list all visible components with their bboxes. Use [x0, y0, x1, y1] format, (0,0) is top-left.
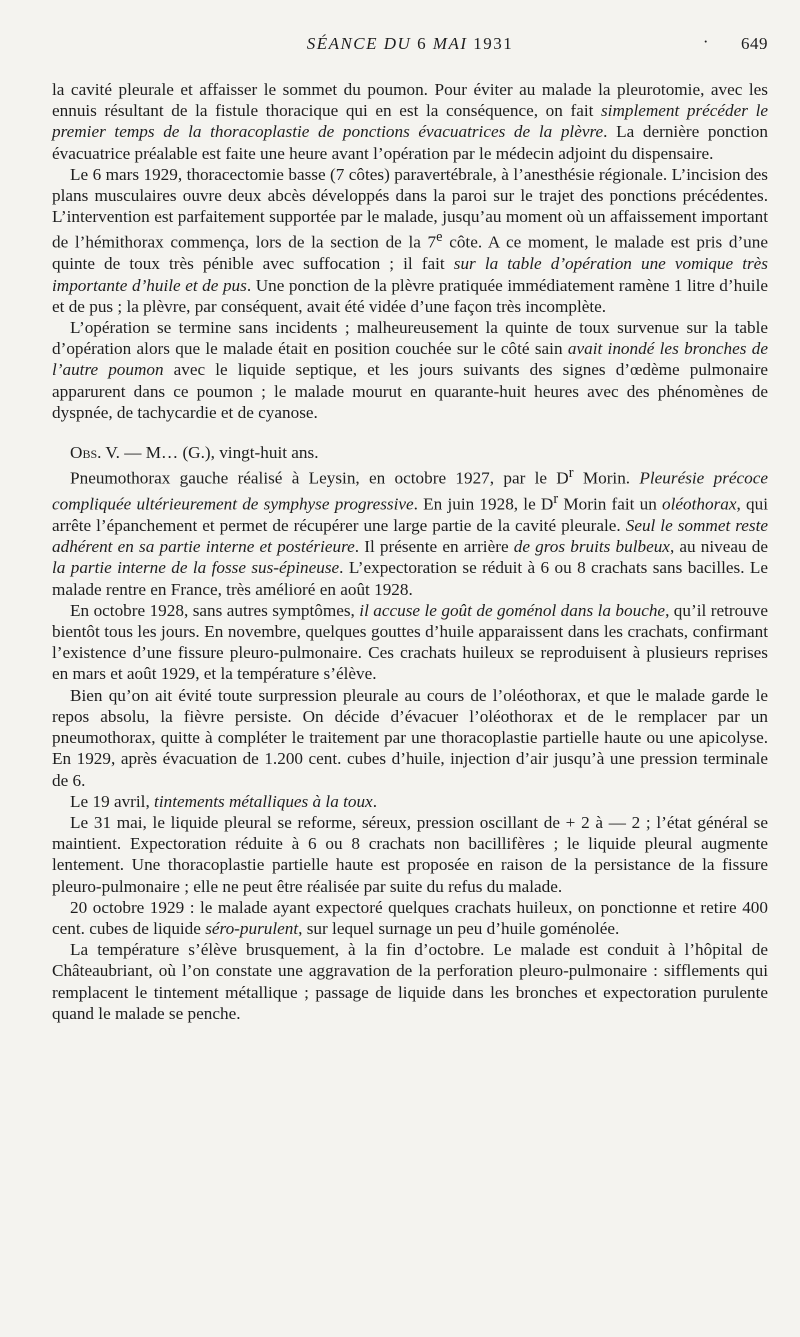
- page-number: 649: [741, 34, 768, 53]
- paragraph-3: L’opération se termine sans incidents ; malheureusement la quinte de toux survenue sur la table d’opération alors que le malade était en position couchée sur le côté sain avait inondé les bronches de l’autre poumon avec le liquide septique, et les jours suivants des signes d’œdème pulmonaire apparurent dans ce poumon ; le malade mourut en quarante-huit heures avec des phénomènes de dyspnée, de tachycardie et de cyanose.: [52, 317, 768, 422]
- header-title-prefix: SÉANCE DU: [306, 34, 418, 53]
- paragraph-9: Le 31 mai, le liquide pleural se reforme, séreux, pression oscillant de + 2 à — 2 ; l’état général se maintient. Expectoration réduite à 6 ou 8 crachats non bacillifères ; le liquide pleural augmente lentement. Une thoracoplastie partielle haute est proposée en raison de la persistance de la fissure pleuro-pulmonaire ; elle ne peut être réalisée par suite du refus du malade.: [52, 812, 768, 896]
- header-title: [52, 34, 768, 54]
- running-header: [52, 34, 768, 64]
- observation-label: Obs.: [70, 442, 102, 462]
- paragraph-5: Pneumothorax gauche réalisé à Leysin, en octobre 1927, par le $D^r$ Morin. Pleurésie précoce compliquée ultérieurement de symphyse progressive. En juin 1928, le $D^r$ Morin fait un oléothorax, qui arrête l’épanchement et permet de récupérer une large partie de la cavité pleurale. Seul le sommet reste adhérent en sa partie interne et postérieure. Il présente en arrière de gros bruits bulbeux, au niveau de la partie interne de la fosse sus-épineuse. L’expectoration se réduit à 6 ou 8 crachats sans bacilles. Le malade rentre en France, très amélioré en août 1928.: [52, 465, 769, 599]
- paragraph-11: La température s’élève brusquement, à la fin d’octobre. Le malade est conduit à l’hôpital de Châteaubriant, où l’on constate une aggravation de la perforation pleuro-pulmonaire : sifflements qui remplacent le tintement métallique ; passage de liquide dans les bronches et expectoration purulente quand le malade se penche.: [52, 940, 768, 1023]
- paragraph-6: En octobre 1928, sans autres symptômes, il accuse le goût de goménol dans la bouche, qu’il retrouve bientôt tous les jours. En novembre, quelques gouttes d’huile apparaissent dans les crachats, confirmant l’existence d’une fissure pleuro-pulmonaire. Ces crachats huileux se reproduisent à plusieurs reprises en mars et août 1929, et la température s’élève.: [52, 600, 768, 684]
- observation-heading: Obs. V. — M… (G.), vingt-huit ans.: [70, 442, 319, 462]
- paragraph-10: 20 octobre 1929 : le malade ayant expectoré quelques crachats huileux, on ponctionne et retire 400 cent. cubes de liquide séro-purulent, sur lequel surnage un peu d’huile goménolée.: [52, 897, 768, 938]
- header-title-year: 1931: [473, 34, 514, 53]
- paragraph-7: Bien qu’on ait évité toute surpression pleurale au cours de l’oléothorax, et que le malade garde le repos absolu, la fièvre persiste. On décide d’évacuer l’oléothorax et de le remplacer par un pneumothorax, quitte à compléter le traitement par une thoracoplastie partielle haute ou une apicolyse. En 1929, après évacuation de 1.200 cent. cubes d’huile, injection d’air jusqu’à une pression terminale de 6.: [52, 685, 768, 790]
- header-title-day: 6: [417, 34, 428, 53]
- body-text: [52, 79, 768, 1024]
- header-dot: ·: [702, 32, 710, 51]
- paragraph-2: Le 6 mars 1929, thoracectomie basse (7 côtes) paravertébrale, à l’anesthésie régionale. L’incision des plans musculaires ouvre deux abcès développés dans la paroi sur le trajet des ponctions précédentes. L’intervention est parfaitement supportée par le malade, jusqu’au moment où un affaissement important de l’hémithorax commença, lors de la section de la 7e côte. A ce moment, le malade est pris d’une quinte de toux très pénible avec suffocation ; il fait sur la table d’opération une vomique très importante d’huile et de pus. Une ponction de la plèvre pratiquée immédiatement ramène 1 litre d’huile et de pus ; la plèvre, par conséquent, avait été vidée d’une façon très incomplète.: [52, 164, 768, 316]
- paragraph-1: la cavité pleurale et affaisser le sommet du poumon. Pour éviter au malade la pleurotomie, avec les ennuis résultant de la fistule thoracique qui en est la conséquence, on fait simplement précéder le premier temps de la thoracoplastie de ponctions évacuatrices de la plèvre. La dernière ponction évacuatrice préalable est faite une heure avant l’opération par le médecin adjoint du dispensaire.: [52, 80, 768, 163]
- paragraph-8: Le 19 avril, tintements métalliques à la toux.: [70, 791, 377, 811]
- header-title-month: MAI: [427, 34, 474, 53]
